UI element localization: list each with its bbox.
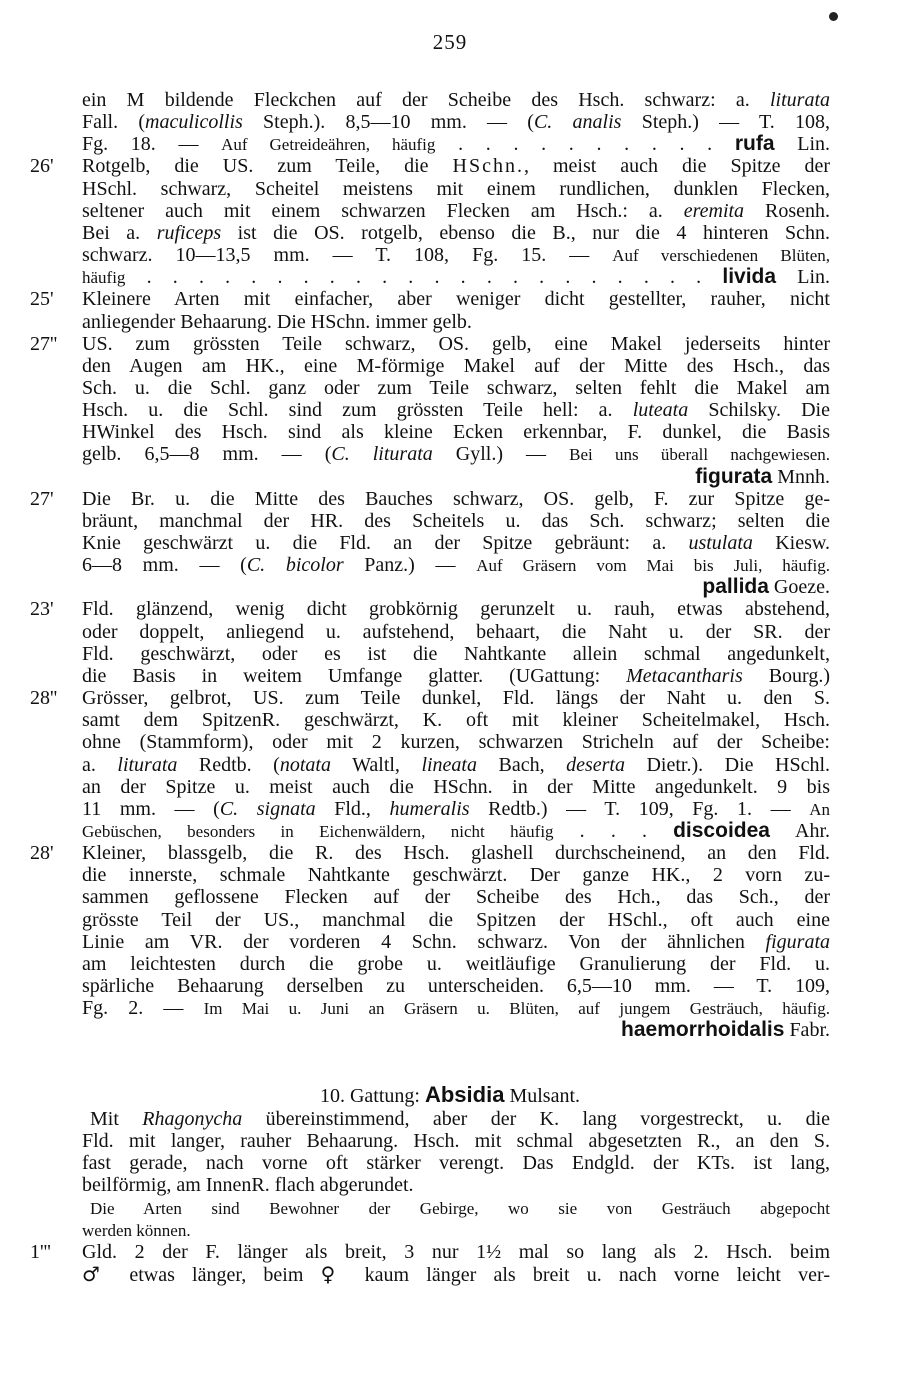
text-line [82,287,830,311]
text-line [82,952,830,976]
text-span: Die Br. u. die Mitte des Bauches schwarz, OS. gelb, F. zur Spitze ge- [82,487,830,510]
text-span: . . . . . . . . . . . . . . . . . . . . . . [125,266,723,289]
key-number: 26' [30,155,54,178]
text-line [82,575,830,599]
text-span: Steph.). 8,5—10 mm. — ( [242,111,534,134]
italic-term: C. liturata [331,443,433,466]
heading-number: 10. [319,1085,345,1107]
key-number: 28' [30,842,54,865]
text-span: Lin. [774,133,830,156]
text-span: Rosenh. [744,199,831,222]
italic-term: deserta [566,753,625,776]
key-number: 1''' [30,1240,51,1263]
text-line [82,265,830,289]
text-span: ist die OS. rotgelb, ebenso die B., nur die 4 hinteren Schn. [221,221,830,244]
text-span: Steph.) — T. 108, [621,111,830,134]
text-line [82,110,830,134]
text-span: Kleinere Arten mit einfacher, aber weniger dicht gestellter, rauher, nicht [82,288,830,311]
text-span: Knie geschwärzt u. die Fld. an der Spitze gebräunt: a. [82,532,689,554]
text-line [82,221,830,245]
species-name: discoidea [673,818,770,842]
key-number: 23' [30,598,54,621]
text-line [82,1218,830,1242]
text-span: , meist auch die Spitze der [523,155,830,178]
italic-term: liturata [117,753,178,776]
species-name: haemorrhoidalis [621,1018,785,1042]
text-span: den Augen am HK., eine M-förmige Makel auf der Mitte des Hsch., das [82,354,830,377]
text-span: Gld. 2 der F. länger als breit, 3 nur 1½ mal so lang als 2. Hsch. beim [82,1240,830,1263]
text-span: Sch. u. die Schl. ganz oder zum Teile schwarz, selten fehlt die Makel am [82,376,830,399]
text-line [82,354,830,378]
text-line [82,620,830,644]
text-span: Fld. glänzend, wenig dicht grobkörnig gerunzelt u. rauh, etwas abstehend, [82,598,830,621]
text-span: ohne (Stammform), oder mit 2 kurzen, schwarzen Stricheln auf der Scheibe: [82,731,830,754]
text-span: fast gerade, nach vorne oft stärker verengt. Das Endgld. der KTs. ist lang, [82,1152,830,1175]
text-line [82,553,830,577]
italic-term: Metacantharis [626,664,743,687]
text-span: Im Mai u. Juni an Gräsern u. Blüten, auf jungem Gesträuch, häufig. [203,999,830,1019]
text-span: ein M bildende Fleckchen auf der Scheibe des Hsch. schwarz: a. [82,89,770,111]
text-span: gelb. 6,5—8 mm. — ( [82,443,332,466]
text-line [82,686,830,710]
key-number: 27' [30,487,54,510]
heading-label: Gattung: [349,1085,425,1107]
text-line [82,310,830,334]
species-name: rufa [734,132,775,156]
text-line [82,199,830,223]
text-span: Die Arten sind Bewohner der Gebirge, wo sie von Gesträuch abgepocht [90,1198,830,1218]
text-line [82,708,830,732]
text-span: Bei a. [82,221,157,244]
text-line [82,88,830,112]
italic-term: liturata [769,89,830,111]
text-span: Kiesw. [752,532,830,554]
text-span: a. [82,753,118,776]
text-span: etwas länger, beim [112,1263,321,1286]
text-span: häufig [82,268,126,288]
italic-term: eremita [683,199,745,222]
text-span: die innerste, schmale Nahtkante geschwärzt. Der ganze HK., 2 vorn zu- [82,864,830,887]
text-span: Schilsky. Die [688,399,830,422]
text-span: Hsch. u. die Schl. sind zum grössten Teile hell: a. [82,399,633,422]
text-line [82,753,830,777]
text-span: sammen geflossene Flecken auf der Scheibe des Hch., das Sch., der [82,886,830,909]
italic-term: lineata [421,753,477,776]
text-span: Dietr.). Die HSchl. [624,753,830,776]
ink-dot [829,12,838,21]
text-span: Fg. 2. — [82,997,204,1020]
italic-term: luteata [632,399,689,422]
text-span: . . . . . . . . . . [435,133,735,156]
text-span: Grösser, gelbrot, US. zum Teile dunkel, Fld. längs der Naht u. den S. [82,687,830,710]
text-span: Fall. ( [82,111,146,134]
text-line [82,1262,830,1286]
text-line [82,1129,830,1153]
text-span: HSchl. schwarz, Scheitel meistens mit einem rundlichen, dunklen Flecken, [82,177,830,200]
text-span: anliegender Behaarung. Die HSchn. immer gelb. [82,310,472,333]
text-span: bräunt, manchmal der HR. des Scheitels u. das Sch. schwarz; selten die [82,509,830,532]
text-span: grösste Teil der US., manchmal die Spitzen der HSchl., oft auch eine [82,908,830,931]
text-line [82,420,830,444]
italic-term: maculicollis [145,111,243,134]
text-line [82,531,830,555]
heading-genus: Absidia [424,1082,505,1107]
italic-term: notata [279,753,331,776]
text-span: 6—8 mm. — ( [82,554,247,577]
text-span: werden können. [82,1220,191,1240]
text-span: Ahr. [769,819,831,842]
text-line [82,132,830,156]
text-span: Fld. geschwärzt, oder es ist die Nahtkante allein schmal angedunkelt, [82,642,830,665]
text-span: an der Spitze u. meist auch die HSchn. in der Mitte angedunkelt. 9 bis [82,775,830,798]
text-span: kaum länger als breit u. nach vorne leicht ver- [347,1263,830,1286]
text-line [82,642,830,666]
text-span: samt dem SpitzenR. geschwärzt, K. oft mit kleiner Scheitelmakel, Hsch. [82,709,830,732]
text-span: Bach, [476,753,567,776]
italic-term: C. analis [533,111,622,134]
text-span: Bourg.) [742,664,830,687]
text-span: oder doppelt, anliegend u. aufstehend, behaart, die Naht u. der SR. der [82,620,830,643]
text-line [82,841,830,865]
text-span: Auf Getreideähren, häufig [221,135,436,155]
text-span: Kleiner, blassgelb, die R. des Hsch. glashell durchscheinend, an den Fld. [82,842,830,865]
text-span: An [809,799,830,819]
text-span: spärliche Behaarung derselben zu unterscheiden. 6,5—10 mm. — T. 109, [82,975,830,997]
italic-term: C. signata [219,797,316,820]
text-span: Rotgelb, die US. zum Teile, die [82,155,453,178]
text-line [82,664,830,688]
text-span: die Basis in weitem Umfange glatter. (UGattung: [82,664,627,687]
text-span: beilförmig, am InnenR. flach abgerundet. [82,1174,414,1197]
text-span: Gebüschen, besonders in Eichenwäldern, nicht häufig [82,821,554,841]
text-span: Linie am VR. der vorderen 4 Schn. schwarz. Von der ähnlichen [82,930,766,953]
text-line [90,1107,830,1131]
species-name: livida [722,265,777,289]
text-line [82,442,830,466]
text-line [82,974,830,998]
text-span: Panz.) — [343,554,477,577]
text-span: . . . [553,819,674,842]
text-span: Mnnh. [772,465,830,488]
text-line [82,465,830,489]
text-line [82,1151,830,1175]
text-line [82,177,830,201]
text-span: seltener auch mit einem schwarzen Flecken am Hsch.: a. [82,199,684,222]
key-number: 25' [30,288,54,311]
text-line [82,332,830,356]
text-line [82,908,830,932]
species-name: figurata [695,464,773,488]
text-line [82,885,830,909]
key-number: 27'' [30,332,58,355]
page-number: 259 [432,30,468,54]
text-line [82,509,830,533]
text-span: Lin. [776,266,831,289]
text-line [82,487,830,511]
text-span: HSchn. [452,155,524,178]
text-span: Auf verschiedenen Blüten, [612,246,831,266]
text-line [82,1240,830,1264]
text-line [82,1173,830,1197]
italic-term: humeralis [389,797,470,820]
text-line [82,775,830,799]
text-span: übereinstimmend, aber der K. lang vorgestreckt, u. die [242,1107,830,1130]
text-line [82,930,830,954]
text-line [82,376,830,400]
italic-term: figurata [765,930,830,953]
section-heading [0,1083,900,1108]
text-span: Fld., [315,797,390,820]
text-span: Fld. mit langer, rauher Behaarung. Hsch. mit schmal abgesetzten R., an den S. [82,1130,830,1153]
key-number: 28'' [30,687,58,710]
text-span: Gyll.) — [432,443,570,466]
text-line [82,398,830,422]
text-span: HWinkel des Hsch. sind als kleine Ecken erkennbar, F. dunkel, die Basis [82,421,830,444]
text-span: 11 mm. — ( [82,797,220,820]
text-line [82,730,830,754]
text-line [82,1018,830,1042]
text-span: Auf Gräsern vom Mai bis Juli, häufig. [476,556,830,576]
text-line [82,597,830,621]
text-span: Redtb.) — T. 109, Fg. 1. — [469,797,810,820]
text-span: Redtb. ( [177,753,280,776]
text-span: Goeze. [768,576,830,599]
italic-term: ustulata [688,532,753,554]
text-line [82,797,830,821]
text-span: ♀ [320,1261,348,1286]
text-line [82,243,830,267]
text-line [82,863,830,887]
italic-term: ruficeps [156,221,222,244]
text-span: Mit [90,1107,143,1130]
text-line [82,996,830,1020]
species-name: pallida [702,575,769,599]
italic-term: Rhagonycha [142,1107,243,1130]
text-span: Waltl, [330,753,422,776]
text-line [82,154,830,178]
text-span: am leichtesten durch die grobe u. weitläufige Granulierung der Fld. u. [82,952,830,975]
text-span: Fg. 18. — [82,133,222,156]
italic-term: C. bicolor [246,554,344,577]
text-span: Bei uns überall nachgewiesen. [569,445,830,465]
text-span: Fabr. [784,1019,830,1042]
text-line [82,819,830,843]
heading-author: Mulsant. [509,1085,581,1107]
text-span: US. zum grössten Teile schwarz, OS. gelb, eine Makel jederseits hinter [82,332,830,355]
text-line [90,1196,830,1220]
text-span: schwarz. 10—13,5 mm. — T. 108, Fg. 15. — [82,244,613,267]
text-span: ♂ [82,1261,113,1286]
